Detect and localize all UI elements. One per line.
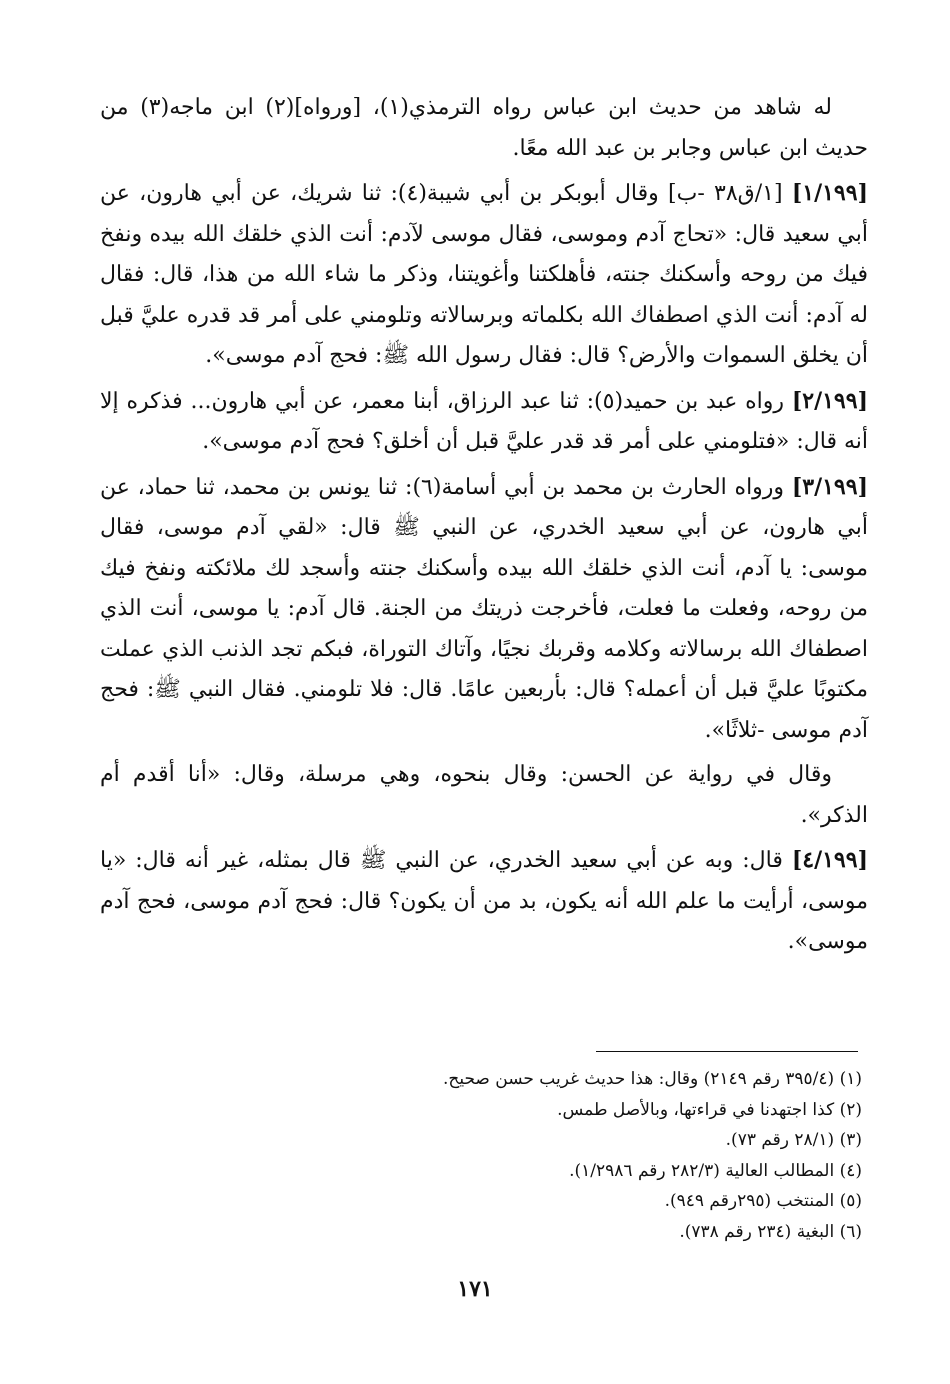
paragraph-text: له شاهد من حديث ابن عباس رواه الترمذي(١)، [ورواه](٢) ابن ماجه(٣) من حديث ابن عباس وجابر بن عبد الله معًا.: [100, 95, 868, 161]
hadith-number: [١/١٩٩]: [791, 180, 868, 206]
hadith-number: [٤/١٩٩]: [791, 847, 868, 873]
footnote-6: (٦) البغية (٢٣٤ رقم ٧٣٨).: [679, 1221, 862, 1242]
paragraph-hadith-4: [100, 840, 868, 963]
footnote-2: (٢) كذا اجتهدنا في قراءتها، وبالأصل طمس.: [557, 1099, 862, 1120]
hadith-number: [٣/١٩٩]: [791, 473, 868, 500]
paragraph-text: ورواه الحارث بن محمد بن أبي أسامة(٦): ثنا يونس بن محمد، ثنا حماد، عن أبي هارون، عن أبي سعيد الخدري، عن النبي ﷺ قال: «لقي آدم موسى، فقال موسى: يا آدم، أنت الذي خلقك الله بيده وأسكنك جنته وأسجد لك ملائكته ونفخ فيك من روحه، وفعلت ما فعلت، فأخرجت ذريتك من الجنة. قال آدم: يا موسى، أنت الذي اصطفاك الله برسالاته وكلامه وقربك نجيًا، وآتاك التوراة، فبكم تجد الذنب الذي عملت مكتوبًا عليَّ قبل أن أعمله؟ قال: بأربعين عامًا. قال: فلا تلومني. فقال النبي ﷺ: فحج آدم موسى -ثلاثًا».: [100, 474, 868, 743]
footnote-divider: [596, 1051, 858, 1052]
paragraph-hadith-1: [100, 173, 868, 377]
footnotes: [100, 1064, 862, 1247]
paragraph-hasan-narration: [100, 755, 868, 836]
paragraph-intro: [100, 88, 868, 169]
footnote-3: (٣) (٢٨/١ رقم ٧٣).: [725, 1130, 862, 1150]
page-number: ١٧١: [457, 1276, 493, 1302]
paragraph-text: [١/ق٣٨ -ب] وقال أبوبكر بن أبي شيبة(٤): ثنا شريك، عن أبي هارون، عن أبي سعيد قال: «تحاج آدم وموسى، فقال موسى لآدم: أنت الذي خلقك الله بيده ونفخ فيك من روحه وأسكنك جنته، فأهلكتنا وأغويتنا، وذكر ما شاء الله من هذا، قال: فقال له آدم: أنت الذي اصطفاك الله بكلماته وبرسالاته وتلومني على أمر قد قدره عليَّ قبل أن يخلق السموات والأرض؟ قال: فقال رسول الله ﷺ: فحج آدم موسى».: [100, 181, 868, 368]
paragraph-hadith-2: [100, 381, 868, 463]
footnote-5: (٥) المنتخب (٢٩٥رقم ٩٤٩).: [664, 1191, 862, 1211]
paragraph-text: قال: وبه عن أبي سعيد الخدري، عن النبي ﷺ قال بمثله، غير أنه قال: «يا موسى، أرأيت ما علم الله أنه يكون، بد من أن يكون؟ قال: فحج آدم موسى، فحج آدم موسى».: [100, 848, 868, 954]
paragraph-text: رواه عبد بن حميد(٥): ثنا عبد الرزاق، أبنا معمر، عن أبي هارون... فذكره إلا أنه قال: «فتلومني على أمر قد قدر عليَّ قبل أن أخلق؟ فحج آدم موسى».: [100, 388, 868, 454]
paragraph-text: وقال في رواية عن الحسن: وقال بنحوه، وهي مرسلة، وقال: «أنا أقدم أم الذكر».: [100, 762, 868, 828]
hadith-number: [٢/١٩٩]: [791, 387, 868, 414]
paragraph-hadith-3: [100, 467, 868, 752]
footnote-1: (١) (٣٩٥/٤ رقم ٢١٤٩) وقال: هذا حديث غريب حسن صحيح.: [442, 1069, 862, 1089]
footnote-4: (٤) المطالب العالية (٢٨٢/٣ رقم ١/٢٩٨٦).: [569, 1160, 862, 1181]
